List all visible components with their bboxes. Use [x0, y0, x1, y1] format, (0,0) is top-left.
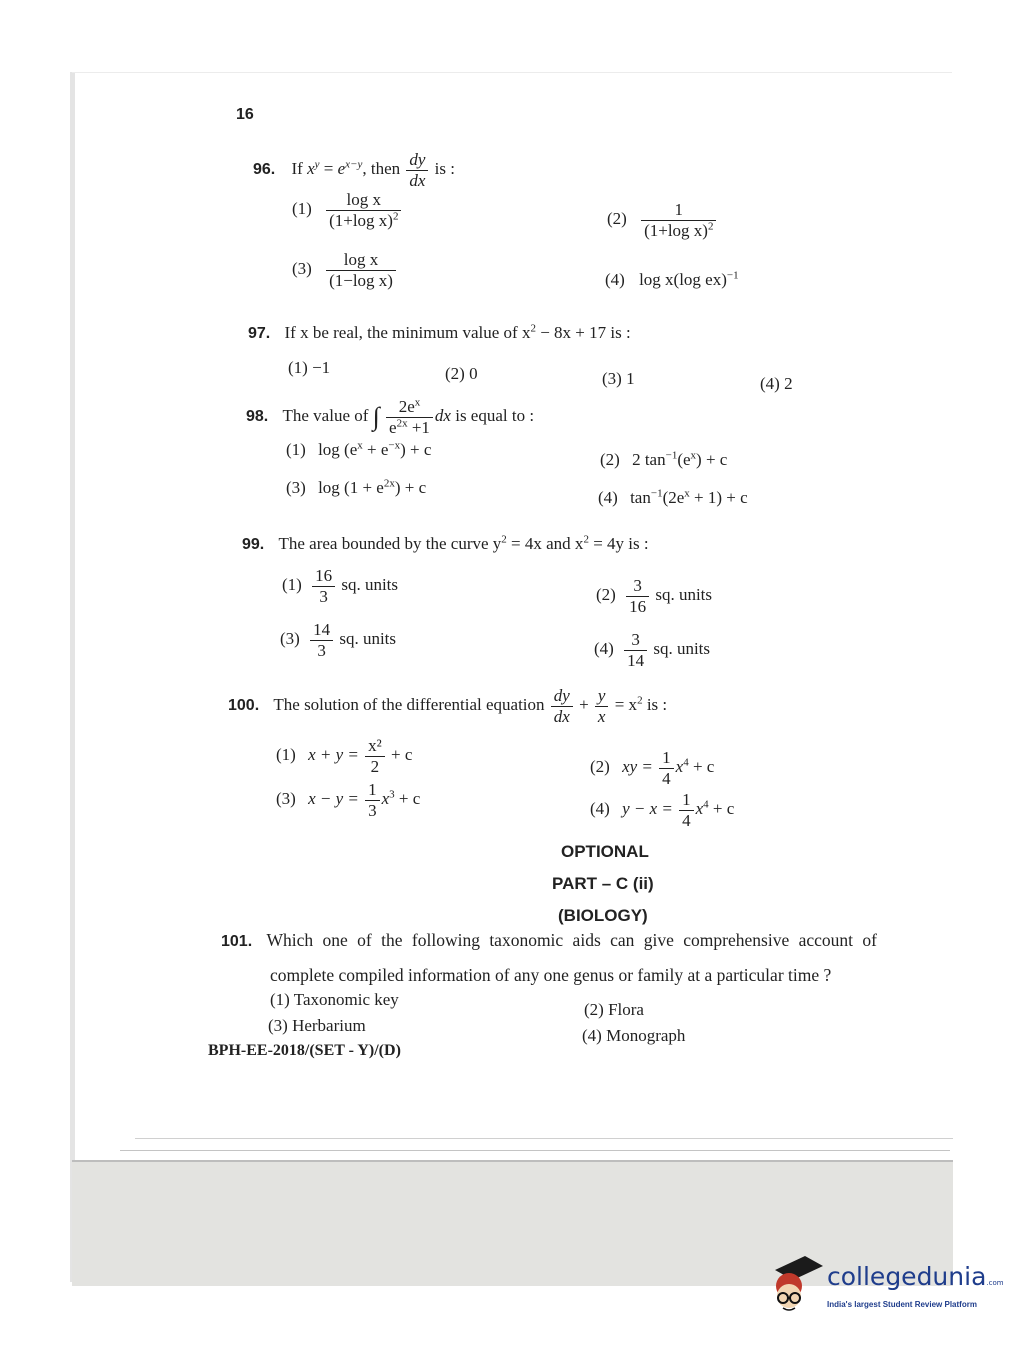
option-100-2[interactable]: (2) xy = $\frac{1}{4}$ $x^4 + c$: [590, 748, 715, 788]
option-101-4[interactable]: (4) Monograph: [582, 1026, 686, 1045]
fold-line: [120, 1150, 950, 1151]
option-100-3[interactable]: (3) x − y = $\frac{1}{3}$ $x^3 + c$: [276, 780, 421, 820]
option-99-3[interactable]: (3) $\frac{14}{3}$ sq. units: [280, 620, 397, 660]
mascot-icon: [765, 1252, 825, 1322]
section-part: PART – C (ii): [552, 874, 654, 893]
option-98-3[interactable]: (3) $\log (1 + e^{2x}) + c$: [286, 477, 427, 497]
option-96-4[interactable]: (4) log x(log ex)$^{-1}$: [605, 269, 739, 289]
page-number: 16: [236, 106, 254, 123]
option-96-3[interactable]: (3) $\frac{\text{log x}}{\text{(1−log x)}}$: [292, 250, 398, 290]
option-101-2[interactable]: (2) Flora: [584, 1000, 644, 1019]
logo-tagline: India's largest Student Review Platform: [827, 1300, 977, 1309]
collegedunia-logo[interactable]: [765, 1252, 1004, 1322]
question-101-line2: complete compiled information of any one genus or family at a particular time ?: [270, 965, 832, 985]
question-101-line1: 101. Which one of the following taxonomic aids can give comprehensive account of: [221, 930, 877, 950]
option-99-1[interactable]: (1) $\frac{16}{3}$ sq. units: [282, 566, 399, 606]
question-number: 96.: [253, 160, 276, 178]
question-96-stem: 96. If $x^y = e^{x-y}$, then $\frac{dy}{dx}$ is :: [253, 150, 455, 190]
question-100-stem: 100. The solution of the differential equation $\frac{dy}{dx}$ + $\frac{y}{x}$ = $x^2$ is :: [228, 686, 668, 726]
option-98-2[interactable]: (2) 2 $\tan^{-1}(e^x) + c$: [600, 449, 728, 469]
option-98-4[interactable]: (4) $\tan^{-1}(2e^x + 1) + c$: [598, 487, 748, 507]
option-100-1[interactable]: (1) x + y = $\frac{\text{x²}}{2}$ + c: [276, 736, 413, 776]
section-optional: OPTIONAL: [561, 842, 649, 861]
question-98-stem: 98. The value of ∫ $\frac{2e^x}{e^{2x} +1}$ dx is equal to :: [246, 396, 535, 437]
logo-wordmark: collegedunia.com: [827, 1262, 1004, 1291]
option-97-3[interactable]: (3) 1: [602, 369, 635, 388]
option-99-2[interactable]: (2) $\frac{3}{16}$ sq. units: [596, 576, 713, 616]
option-99-4[interactable]: (4) $\frac{3}{14}$ sq. units: [594, 630, 711, 670]
option-97-2[interactable]: (2) 0: [445, 364, 478, 383]
option-97-1[interactable]: (1) −1: [288, 358, 331, 377]
question-99-stem: 99. The area bounded by the curve $y^2 = 4x$ and $x^2 = 4y$ is :: [242, 533, 649, 553]
option-101-3[interactable]: (3) Herbarium: [268, 1016, 366, 1035]
option-96-2[interactable]: (2) $\frac{1}{(1+\log x)^2}$: [607, 200, 718, 240]
section-subject: (BIOLOGY): [558, 906, 648, 925]
fold-line: [135, 1138, 953, 1139]
question-97-stem: 97. If x be real, the minimum value of $x^2 - 8x + 17$ is :: [248, 322, 631, 342]
option-97-4[interactable]: (4) 2: [760, 374, 793, 393]
option-101-1[interactable]: (1) Taxonomic key: [270, 990, 399, 1009]
option-100-4[interactable]: (4) y − x = $\frac{1}{4}$ $x^4 + c$: [590, 790, 735, 830]
paper-code: BPH-EE-2018/(SET - Y)/(D): [208, 1042, 401, 1059]
option-96-1[interactable]: (1) $\frac{\text{log x}}{(1+\log x)^2}$: [292, 190, 403, 230]
option-98-1[interactable]: (1) $\log (e^x + e^{-x}) + c$: [286, 439, 432, 459]
exam-page: [75, 73, 953, 1163]
derivative-fraction: $\frac{dy}{dx}$: [406, 150, 428, 190]
